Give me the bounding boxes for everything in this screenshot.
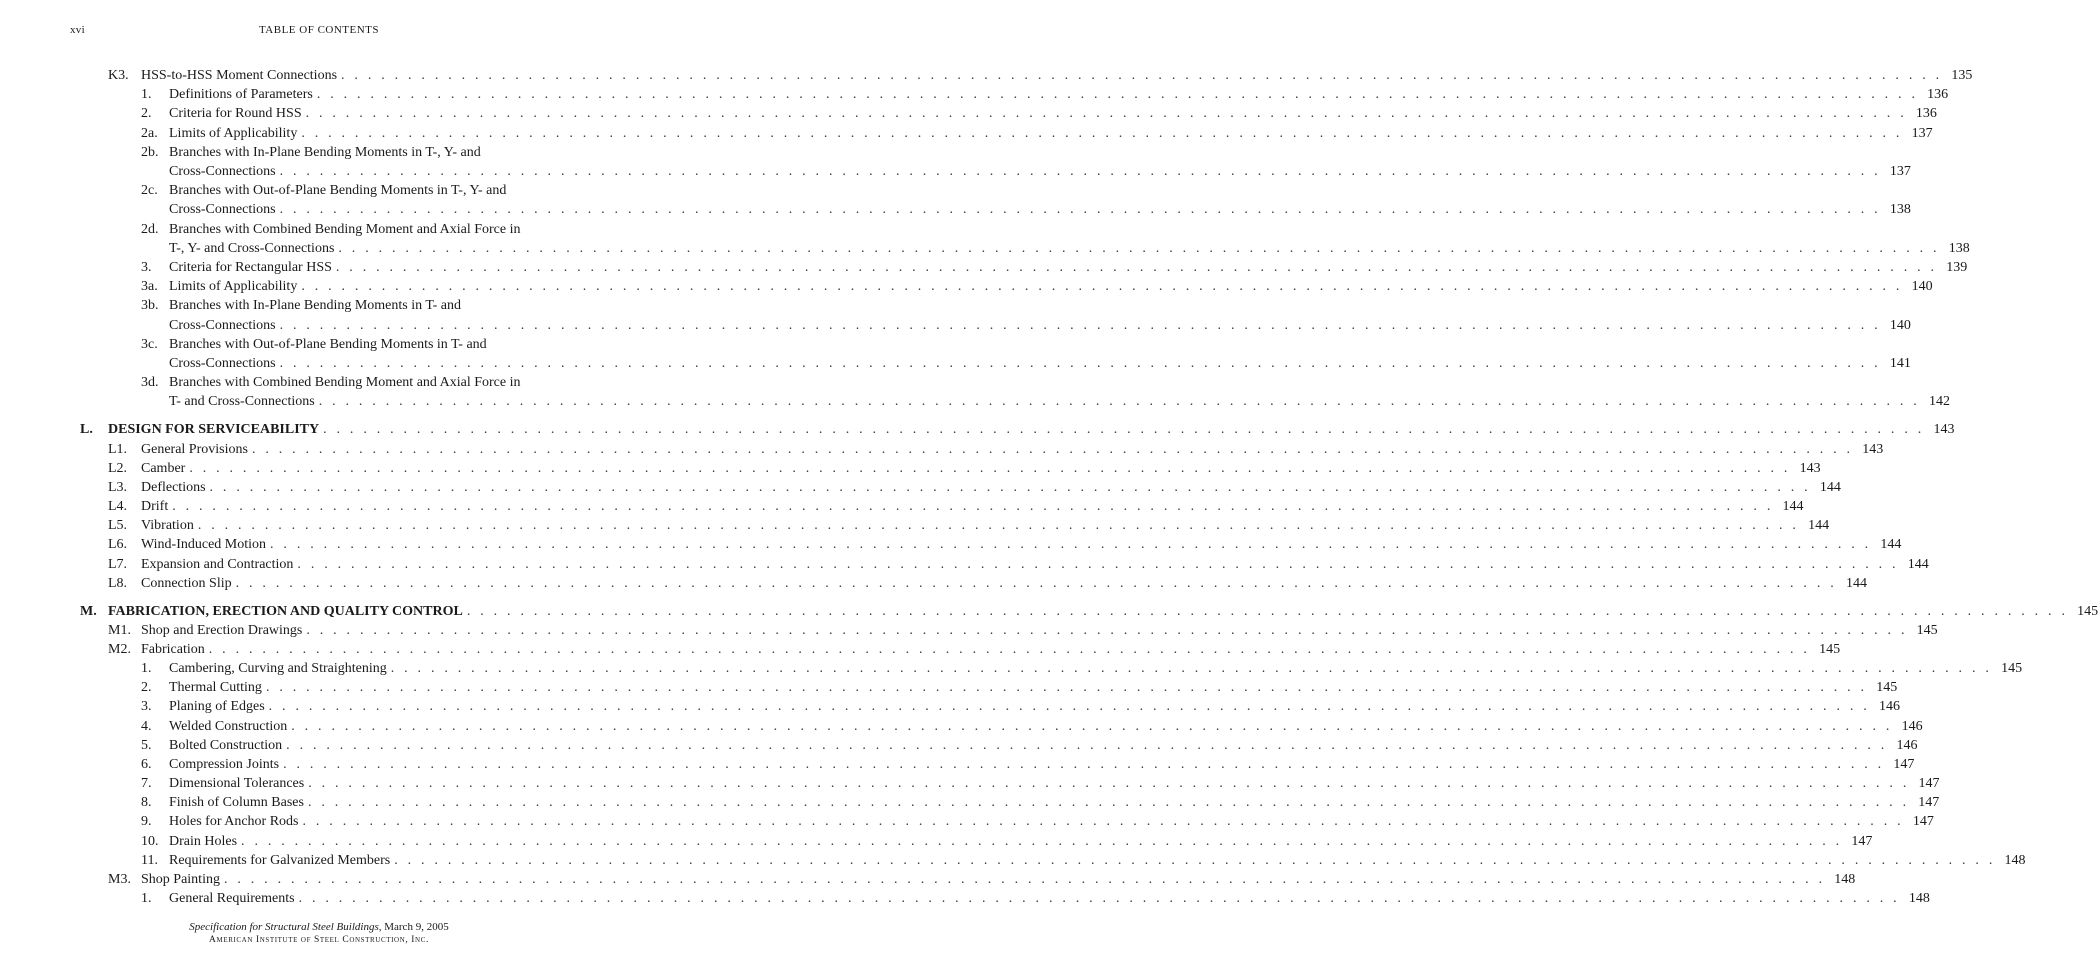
toc-entry [0,574,1867,593]
dot-leader: . . . . . . . . . . . . . . . . . . . . . . . . . . . . . . . . . . . . . . . . . . . . . . . . . . . . . . . . . . . . . . . . . . . . . . . . . . . . . . . . . . . . . . . . . . . . . . . . . . . . . . . . . . . . . . . . . . . . . . . . [208,642,1811,657]
dot-leader: . . . . . . . . . . . . . . . . . . . . . . . . . . . . . . . . . . . . . . . . . . . . . . . . . . . . . . . . . . . . . . . . . . . . . . . . . . . . . . . . . . . . . . . . . . . . . . . . . . . . . . . . . . . . . . . . . . . . . . . . [279,202,1881,217]
dot-leader: . . . . . . . . . . . . . . . . . . . . . . . . . . . . . . . . . . . . . . . . . . . . . . . . . . . . . . . . . . . . . . . . . . . . . . . . . . . . . . . . . . . . . . . . . . . . . . . . . . . . . . . . . . . . . . . . . . . . . . . . [466,604,2069,619]
dot-leader: . . . . . . . . . . . . . . . . . . . . . . . . . . . . . . . . . . . . . . . . . . . . . . . . . . . . . . . . . . . . . . . . . . . . . . . . . . . . . . . . . . . . . . . . . . . . . . . . . . . . . . . . . . . . . . . . . . . . . . . . [316,87,1919,102]
toc-entry-page: 147 [1851,834,1873,849]
toc-entry-title: Wind-Induced Motion [141,537,267,552]
toc-entry-title: Definitions of Parameters [169,87,313,102]
dot-leader: . . . . . . . . . . . . . . . . . . . . . . . . . . . . . . . . . . . . . . . . . . . . . . . . . . . . . . . . . . . . . . . . . . . . . . . . . . . . . . . . . . . . . . . . . . . . . . . . . . . . . . . . . . . . . . . . . . . . . . . . [297,557,1899,572]
toc-entry-title: HSS-to-HSS Moment Connections [141,68,338,83]
dot-leader: . . . . . . . . . . . . . . . . . . . . . . . . . . . . . . . . . . . . . . . . . . . . . . . . . . . . . . . . . . . . . . . . . . . . . . . . . . . . . . . . . . . . . . . . . . . . . . . . . . . . . . . . . . . . . . . . . . . . . . . . [241,834,1843,849]
dot-leader: . . . . . . . . . . . . . . . . . . . . . . . . . . . . . . . . . . . . . . . . . . . . . . . . . . . . . . . . . . . . . . . . . . . . . . . . . . . . . . . . . . . . . . . . . . . . . . . . . . . . . . . . . . . . . . . . . . . . . . . . [306,623,1908,638]
toc-entry-title: Branches with Out-of-Plane Bending Moments in T-, Y- and [169,183,507,198]
toc-entry-title: Welded Construction [169,719,288,734]
toc-entry-number: L3. [108,480,128,495]
dot-leader: . . . . . . . . . . . . . . . . . . . . . . . . . . . . . . . . . . . . . . . . . . . . . . . . . . . . . . . . . . . . . . . . . . . . . . . . . . . . . . . . . . . . . . . . . . . . . . . . . . . . . . . . . . . . . . . . . . . . . . . . [197,518,1800,533]
toc-entry [0,354,1911,373]
toc-entry-title: Branches with Combined Bending Moment and Axial Force in [169,222,521,237]
toc-entry [0,774,1940,793]
dot-leader: . . . . . . . . . . . . . . . . . . . . . . . . . . . . . . . . . . . . . . . . . . . . . . . . . . . . . . . . . . . . . . . . . . . . . . . . . . . . . . . . . . . . . . . . . . . . . . . . . . . . . . . . . . . . . . . . . . . . . . . . [291,719,1893,734]
toc-entry [0,239,1970,258]
toc-entry-number: L6. [108,537,128,552]
toc-entry [0,832,1873,851]
dot-leader: . . . . . . . . . . . . . . . . . . . . . . . . . . . . . . . . . . . . . . . . . . . . . . . . . . . . . . . . . . . . . . . . . . . . . . . . . . . . . . . . . . . . . . . . . . . . . . . . . . . . . . . . . . . . . . . . . . . . . . . . [235,576,1837,591]
toc-entry-page: 145 [1819,642,1841,657]
toc-entry-number: 2b. [141,145,159,160]
toc-entry-page: 138 [1948,241,1970,256]
toc-entry-page: 145 [1876,680,1898,695]
toc-entry-page: 143 [1933,422,1955,437]
toc-entry [0,143,638,162]
toc-entry-title: Limits of Applicability [169,126,298,141]
toc-entry-title: Finish of Column Bases [169,795,304,810]
dot-leader: . . . . . . . . . . . . . . . . . . . . . . . . . . . . . . . . . . . . . . . . . . . . . . . . . . . . . . . . . . . . . . . . . . . . . . . . . . . . . . . . . . . . . . . . . . . . . . . . . . . . . . . . . . . . . . . . . . . . . . . . [305,106,1907,121]
footer-date: March 9, 2005 [384,921,449,933]
toc-entry-number: 2c. [141,183,158,198]
toc-entry-title: FABRICATION, ERECTION AND QUALITY CONTROL [108,604,463,619]
dot-leader: . . . . . . . . . . . . . . . . . . . . . . . . . . . . . . . . . . . . . . . . . . . . . . . . . . . . . . . . . . . . . . . . . . . . . . . . . . . . . . . . . . . . . . . . . . . . . . . . . . . . . . . . . . . . . . . . . . . . . . . . [172,499,1774,514]
toc-entry-number: 2. [141,680,152,695]
toc-entry-title: Thermal Cutting [169,680,262,695]
toc-entry [0,258,1968,277]
dot-leader: . . . . . . . . . . . . . . . . . . . . . . . . . . . . . . . . . . . . . . . . . . . . . . . . . . . . . . . . . . . . . . . . . . . . . . . . . . . . . . . . . . . . . . . . . . . . . . . . . . . . . . . . . . . . . . . . . . . . . . . . [301,279,1903,294]
toc-entry [0,66,1973,85]
toc-entry [0,621,1938,640]
toc-entry [0,497,1804,516]
toc-entry-title: Compression Joints [169,757,280,772]
toc-entry-number: 9. [141,814,152,829]
dot-leader: . . . . . . . . . . . . . . . . . . . . . . . . . . . . . . . . . . . . . . . . . . . . . . . . . . . . . . . . . . . . . . . . . . . . . . . . . . . . . . . . . . . . . . . . . . . . . . . . . . . . . . . . . . . . . . . . . . . . . . . . [308,776,1910,791]
toc-entry-number: L5. [108,518,128,533]
toc-entry-title: Connection Slip [141,576,232,591]
toc-entry-number: L2. [108,461,128,476]
toc-entry-page: 140 [1911,279,1933,294]
toc-entry [0,316,1911,335]
toc-entry-title: Drain Holes [169,834,238,849]
toc-entry [0,555,1929,574]
toc-entry-page: 137 [1889,164,1911,179]
toc-entry-page: 148 [1908,891,1930,906]
page-number: xvi [70,24,85,36]
dot-leader: . . . . . . . . . . . . . . . . . . . . . . . . . . . . . . . . . . . . . . . . . . . . . . . . . . . . . . . . . . . . . . . . . . . . . . . . . . . . . . . . . . . . . . . . . . . . . . . . . . . . . . . . . . . . . . . . . . . . . . . . [189,461,1791,476]
toc-entry-number: M1. [108,623,131,638]
toc-entry-number: L7. [108,557,128,572]
dot-leader: . . . . . . . . . . . . . . . . . . . . . . . . . . . . . . . . . . . . . . . . . . . . . . . . . . . . . . . . . . . . . . . . . . . . . . . . . . . . . . . . . . . . . . . . . . . . . . . . . . . . . . . . . . . . . . . . . . . . . . . . [390,661,1993,676]
toc-entry-title: Criteria for Rectangular HSS [169,260,332,275]
toc-entry-title: Fabrication [141,642,205,657]
dot-leader: . . . . . . . . . . . . . . . . . . . . . . . . . . . . . . . . . . . . . . . . . . . . . . . . . . . . . . . . . . . . . . . . . . . . . . . . . . . . . . . . . . . . . . . . . . . . . . . . . . . . . . . . . . . . . . . . . . . . . . . . [286,738,1888,753]
toc-entry-title: Expansion and Contraction [141,557,294,572]
toc-entry [0,220,638,239]
toc-entry-title: Bolted Construction [169,738,283,753]
toc-entry-page: 136 [1927,87,1949,102]
toc-entry-page: 145 [2001,661,2023,676]
toc-entry-page: 144 [1808,518,1830,533]
toc-entry-page: 147 [1918,795,1940,810]
dot-leader: . . . . . . . . . . . . . . . . . . . . . . . . . . . . . . . . . . . . . . . . . . . . . . . . . . . . . . . . . . . . . . . . . . . . . . . . . . . . . . . . . . . . . . . . . . . . . . . . . . . . . . . . . . . . . . . . . . . . . . . . [279,164,1881,179]
toc-entry-title: Cross-Connections [169,318,276,333]
toc-entry [0,478,1841,497]
toc-entry [0,373,638,392]
toc-entry [0,889,1930,908]
toc-entry-number: M3. [108,872,131,887]
toc-entry [0,516,1830,535]
toc-entry-number: 5. [141,738,152,753]
dot-leader: . . . . . . . . . . . . . . . . . . . . . . . . . . . . . . . . . . . . . . . . . . . . . . . . . . . . . . . . . . . . . . . . . . . . . . . . . . . . . . . . . . . . . . . . . . . . . . . . . . . . . . . . . . . . . . . . . . . . . . . . [279,318,1881,333]
toc-entry [0,697,1900,716]
toc-entry-title: Branches with Combined Bending Moment and Axial Force in [169,375,521,390]
toc-entry [0,335,638,354]
toc-entry [0,162,1911,181]
toc-entry-page: 143 [1799,461,1821,476]
toc-entry-title: Criteria for Round HSS [169,106,302,121]
toc-entry [0,277,1933,296]
toc-entry [0,793,1940,812]
toc-entry-number: 11. [141,853,158,868]
toc-entry-title: T-, Y- and Cross-Connections [169,241,335,256]
dot-leader: . . . . . . . . . . . . . . . . . . . . . . . . . . . . . . . . . . . . . . . . . . . . . . . . . . . . . . . . . . . . . . . . . . . . . . . . . . . . . . . . . . . . . . . . . . . . . . . . . . . . . . . . . . . . . . . . . . . . . . . . [301,126,1903,141]
toc-entry-number: L8. [108,576,128,591]
toc-entry-number: 2a. [141,126,158,141]
toc-entry-title: Branches with In-Plane Bending Moments in T- and [169,298,462,313]
toc-entry-title: Vibration [141,518,194,533]
toc-entry-page: 144 [1819,480,1841,495]
toc-entry-page: 143 [1862,442,1884,457]
toc-entry-page: 142 [1929,394,1951,409]
toc-entry-page: 145 [1916,623,1938,638]
dot-leader: . . . . . . . . . . . . . . . . . . . . . . . . . . . . . . . . . . . . . . . . . . . . . . . . . . . . . . . . . . . . . . . . . . . . . . . . . . . . . . . . . . . . . . . . . . . . . . . . . . . . . . . . . . . . . . . . . . . . . . . . [318,394,1921,409]
dot-leader: . . . . . . . . . . . . . . . . . . . . . . . . . . . . . . . . . . . . . . . . . . . . . . . . . . . . . . . . . . . . . . . . . . . . . . . . . . . . . . . . . . . . . . . . . . . . . . . . . . . . . . . . . . . . . . . . . . . . . . . . [302,814,1904,829]
toc-entry-number: 1. [141,87,152,102]
dot-leader: . . . . . . . . . . . . . . . . . . . . . . . . . . . . . . . . . . . . . . . . . . . . . . . . . . . . . . . . . . . . . . . . . . . . . . . . . . . . . . . . . . . . . . . . . . . . . . . . . . . . . . . . . . . . . . . . . . . . . . . . [223,872,1826,887]
dot-leader: . . . . . . . . . . . . . . . . . . . . . . . . . . . . . . . . . . . . . . . . . . . . . . . . . . . . . . . . . . . . . . . . . . . . . . . . . . . . . . . . . . . . . . . . . . . . . . . . . . . . . . . . . . . . . . . . . . . . . . . . [268,699,1870,714]
toc-entry [0,640,1841,659]
toc-entry-number: 3. [141,699,152,714]
toc-entry-title: Drift [141,499,169,514]
toc-entry-title: Cross-Connections [169,202,276,217]
toc-entry-title: Deflections [141,480,206,495]
toc-entry-page: 147 [1912,814,1934,829]
toc-entry-number: 1. [141,661,152,676]
dot-leader: . . . . . . . . . . . . . . . . . . . . . . . . . . . . . . . . . . . . . . . . . . . . . . . . . . . . . . . . . . . . . . . . . . . . . . . . . . . . . . . . . . . . . . . . . . . . . . . . . . . . . . . . . . . . . . . . . . . . . . . . [338,241,1940,256]
toc-entry-title: Limits of Applicability [169,279,298,294]
dot-leader: . . . . . . . . . . . . . . . . . . . . . . . . . . . . . . . . . . . . . . . . . . . . . . . . . . . . . . . . . . . . . . . . . . . . . . . . . . . . . . . . . . . . . . . . . . . . . . . . . . . . . . . . . . . . . . . . . . . . . . . . [341,68,1943,83]
dot-leader: . . . . . . . . . . . . . . . . . . . . . . . . . . . . . . . . . . . . . . . . . . . . . . . . . . . . . . . . . . . . . . . . . . . . . . . . . . . . . . . . . . . . . . . . . . . . . . . . . . . . . . . . . . . . . . . . . . . . . . . . [279,356,1881,371]
toc-entry-number: 1. [141,891,152,906]
dot-leader: . . . . . . . . . . . . . . . . . . . . . . . . . . . . . . . . . . . . . . . . . . . . . . . . . . . . . . . . . . . . . . . . . . . . . . . . . . . . . . . . . . . . . . . . . . . . . . . . . . . . . . . . . . . . . . . . . . . . . . . . [251,442,1854,457]
toc-entry-number: 4. [141,719,152,734]
toc-entry-number: 7. [141,776,152,791]
toc-entry [0,755,1915,774]
toc-entry-title: Dimensional Tolerances [169,776,305,791]
footer-spec-line [0,921,638,933]
toc-entry [0,659,2023,678]
dot-leader: . . . . . . . . . . . . . . . . . . . . . . . . . . . . . . . . . . . . . . . . . . . . . . . . . . . . . . . . . . . . . . . . . . . . . . . . . . . . . . . . . . . . . . . . . . . . . . . . . . . . . . . . . . . . . . . . . . . . . . . . [323,422,1925,437]
toc-entry-page: 140 [1889,318,1911,333]
toc-entry [0,535,1902,554]
toc-entry-title: Holes for Anchor Rods [169,814,299,829]
toc-entry-page: 148 [2004,853,2026,868]
toc-entry [0,736,1918,755]
toc-entry-title: Shop Painting [141,872,220,887]
toc-entry-number: 6. [141,757,152,772]
toc-entry [0,124,1933,143]
footer-spec-title: Specification for Structural Steel Buildings, [189,921,382,933]
toc-entry-number: 2. [141,106,152,121]
toc-entry-page: 147 [1918,776,1940,791]
toc-entry-title: General Requirements [169,891,295,906]
toc-entry-page: 146 [1896,738,1918,753]
toc-entry-number: L1. [108,442,128,457]
toc-entry-page: 147 [1893,757,1915,772]
toc-entry [0,85,1949,104]
toc-entry-number: 3c. [141,337,158,352]
toc-section-heading [0,602,2098,621]
toc-entry-page: 139 [1946,260,1968,275]
toc-entry-title: Camber [141,461,186,476]
dot-leader: . . . . . . . . . . . . . . . . . . . . . . . . . . . . . . . . . . . . . . . . . . . . . . . . . . . . . . . . . . . . . . . . . . . . . . . . . . . . . . . . . . . . . . . . . . . . . . . . . . . . . . . . . . . . . . . . . . . . . . . . [394,853,1996,868]
toc-entry-title: Requirements for Galvanized Members [169,853,391,868]
dot-leader: . . . . . . . . . . . . . . . . . . . . . . . . . . . . . . . . . . . . . . . . . . . . . . . . . . . . . . . . . . . . . . . . . . . . . . . . . . . . . . . . . . . . . . . . . . . . . . . . . . . . . . . . . . . . . . . . . . . . . . . . [265,680,1868,695]
dot-leader: . . . . . . . . . . . . . . . . . . . . . . . . . . . . . . . . . . . . . . . . . . . . . . . . . . . . . . . . . . . . . . . . . . . . . . . . . . . . . . . . . . . . . . . . . . . . . . . . . . . . . . . . . . . . . . . . . . . . . . . . [283,757,1885,772]
toc-entry-title: Branches with Out-of-Plane Bending Moments in T- and [169,337,487,352]
toc-entry [0,812,1934,831]
toc-entry-title: DESIGN FOR SERVICEABILITY [108,422,320,437]
toc-entry [0,678,1898,697]
toc-entry-page: 137 [1911,126,1933,141]
toc-entry [0,717,1923,736]
dot-leader: . . . . . . . . . . . . . . . . . . . . . . . . . . . . . . . . . . . . . . . . . . . . . . . . . . . . . . . . . . . . . . . . . . . . . . . . . . . . . . . . . . . . . . . . . . . . . . . . . . . . . . . . . . . . . . . . . . . . . . . . [270,537,1872,552]
toc-entry [0,851,2026,870]
dot-leader: . . . . . . . . . . . . . . . . . . . . . . . . . . . . . . . . . . . . . . . . . . . . . . . . . . . . . . . . . . . . . . . . . . . . . . . . . . . . . . . . . . . . . . . . . . . . . . . . . . . . . . . . . . . . . . . . . . . . . . . . [335,260,1938,275]
toc-entry-page: 145 [2077,604,2098,619]
toc-entry-number: 8. [141,795,152,810]
toc-entry-number: M. [80,604,97,619]
toc-entry-number: K3. [108,68,129,83]
toc-entry-page: 146 [1901,719,1923,734]
toc-entry-number: L. [80,422,93,437]
toc-entry [0,459,1821,478]
toc-entry-title: Cross-Connections [169,164,276,179]
toc-section-heading [0,420,1955,439]
toc-entry-page: 144 [1845,576,1867,591]
dot-leader: . . . . . . . . . . . . . . . . . . . . . . . . . . . . . . . . . . . . . . . . . . . . . . . . . . . . . . . . . . . . . . . . . . . . . . . . . . . . . . . . . . . . . . . . . . . . . . . . . . . . . . . . . . . . . . . . . . . . . . . . [209,480,1811,495]
toc-entry-page: 138 [1889,202,1911,217]
toc-entry-page: 141 [1889,356,1911,371]
dot-leader: . . . . . . . . . . . . . . . . . . . . . . . . . . . . . . . . . . . . . . . . . . . . . . . . . . . . . . . . . . . . . . . . . . . . . . . . . . . . . . . . . . . . . . . . . . . . . . . . . . . . . . . . . . . . . . . . . . . . . . . . [298,891,1900,906]
toc-entry [0,392,1951,411]
toc-entry-title: Cambering, Curving and Straightening [169,661,387,676]
toc-entry-title: T- and Cross-Connections [169,394,315,409]
toc-entry [0,181,638,200]
toc-entry [0,870,1856,889]
toc-entry [0,104,1937,123]
toc-entry-page: 144 [1880,537,1902,552]
toc-entry-page: 135 [1951,68,1973,83]
toc-entry-page: 136 [1915,106,1937,121]
footer-publisher: American Institute of Steel Construction, Inc. [209,935,429,945]
toc-entry [0,200,1911,219]
toc-entry [0,296,638,315]
toc-entry-number: 3b. [141,298,159,313]
toc-entry-number: 10. [141,834,159,849]
toc-entry-title: Cross-Connections [169,356,276,371]
toc-entry-title: Planing of Edges [169,699,265,714]
dot-leader: . . . . . . . . . . . . . . . . . . . . . . . . . . . . . . . . . . . . . . . . . . . . . . . . . . . . . . . . . . . . . . . . . . . . . . . . . . . . . . . . . . . . . . . . . . . . . . . . . . . . . . . . . . . . . . . . . . . . . . . . [307,795,1910,810]
toc-entry-page: 146 [1878,699,1900,714]
toc-entry-number: 3. [141,260,152,275]
toc-entry-page: 144 [1907,557,1929,572]
toc-entry-title: Branches with In-Plane Bending Moments in T-, Y- and [169,145,481,160]
toc-entry-title: Shop and Erection Drawings [141,623,303,638]
toc-entry-number: 2d. [141,222,159,237]
toc-entry-page: 144 [1782,499,1804,514]
toc-entry-number: 3a. [141,279,158,294]
toc-entry-number: L4. [108,499,128,514]
running-header-title: TABLE OF CONTENTS [258,24,380,36]
toc-entry-page: 148 [1834,872,1856,887]
toc-entry-number: M2. [108,642,131,657]
toc-entry-title: General Provisions [141,442,248,457]
toc-entry [0,440,1884,459]
toc-entry-number: 3d. [141,375,159,390]
